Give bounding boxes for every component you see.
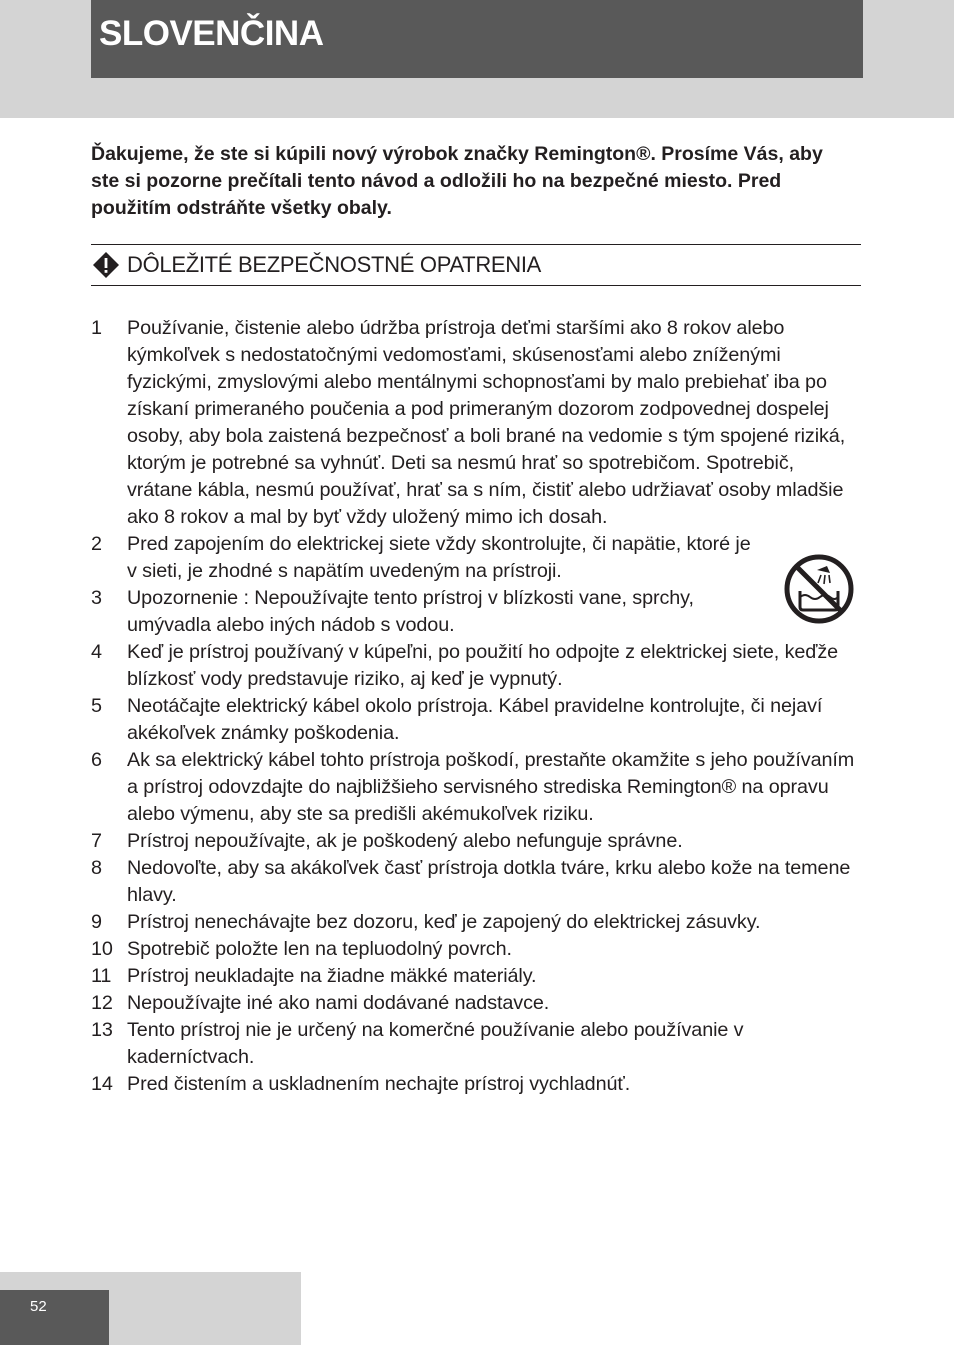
list-item bbox=[91, 1017, 861, 1071]
item-number: 7 bbox=[91, 830, 102, 852]
list-item bbox=[91, 909, 861, 936]
item-number: 10 bbox=[91, 938, 113, 960]
item-text: Spotrebič položte len na tepluodolný povrch. bbox=[127, 938, 512, 960]
item-text: Neotáčajte elektrický kábel okolo prístroja. Kábel pravidelne kontrolujte, či nejaví akékoľvek známky poškodenia. bbox=[127, 695, 823, 744]
item-text: Tento prístroj nie je určený na komerčné používanie alebo používanie v kaderníctvach. bbox=[127, 1019, 744, 1068]
section-title: DÔLEŽITÉ BEZPEČNOSTNÉ OPATRENIA bbox=[127, 252, 542, 277]
item-number: 5 bbox=[91, 695, 102, 717]
item-text: Nepoužívajte iné ako nami dodávané nadstavce. bbox=[127, 992, 550, 1014]
list-item bbox=[91, 828, 861, 855]
list-item bbox=[91, 585, 861, 639]
item-text: Prístroj neukladajte na žiadne mäkké materiály. bbox=[127, 965, 537, 987]
list-item bbox=[91, 531, 861, 585]
item-text: Keď je prístroj používaný v kúpeľni, po použití ho odpojte z elektrickej siete, keďže blízkosť vody predstavuje riziko, aj keď je vypnutý. bbox=[127, 641, 839, 690]
item-text: Prístroj nepoužívajte, ak je poškodený alebo nefunguje správne. bbox=[127, 830, 683, 852]
page-title: SLOVENČINA bbox=[91, 0, 863, 78]
list-item bbox=[91, 747, 861, 828]
section-header bbox=[91, 244, 861, 286]
item-number: 13 bbox=[91, 1019, 113, 1041]
list-item bbox=[91, 963, 861, 990]
item-number: 12 bbox=[91, 992, 113, 1014]
item-number: 14 bbox=[91, 1073, 113, 1095]
list-item bbox=[91, 639, 861, 693]
item-text: Pred čistením a uskladnením nechajte prístroj vychladnúť. bbox=[127, 1073, 631, 1095]
intro-paragraph: Ďakujeme, že ste si kúpili nový výrobok značky Remington®. Prosíme Vás, aby ste si pozorne prečítali tento návod a odložili ho na bezpečné miesto. Pred použitím odstráňte všetky obaly. bbox=[91, 143, 823, 219]
item-number: 1 bbox=[91, 317, 102, 339]
item-number: 6 bbox=[91, 749, 102, 771]
item-text: Upozornenie : Nepoužívajte tento prístroj v blízkosti vane, sprchy, umývadla alebo iných nádob s vodou. bbox=[127, 587, 694, 636]
item-text: Prístroj nenechávajte bez dozoru, keď je zapojený do elektrickej zásuvky. bbox=[127, 911, 761, 933]
safety-list bbox=[91, 315, 861, 1098]
item-text: Ak sa elektrický kábel tohto prístroja poškodí, prestaňte okamžite s jeho používaním a prístroj odovzdajte do najbližšieho servisného strediska Remington® na opravu alebo výmenu, aby ste sa predišli akémukoľvek riziku. bbox=[127, 749, 855, 825]
item-number: 2 bbox=[91, 533, 102, 555]
list-item bbox=[91, 1071, 861, 1098]
item-number: 4 bbox=[91, 641, 102, 663]
list-item bbox=[91, 315, 861, 531]
item-text: Nedovoľte, aby sa akákoľvek časť prístroja dotkla tváre, krku alebo kože na temene hlavy. bbox=[127, 857, 851, 906]
item-number: 9 bbox=[91, 911, 102, 933]
item-number: 11 bbox=[91, 965, 112, 987]
page-number: 52 bbox=[0, 1290, 109, 1345]
list-item bbox=[91, 855, 861, 909]
item-number: 3 bbox=[91, 587, 102, 609]
item-number: 8 bbox=[91, 857, 102, 879]
item-text: Pred zapojením do elektrickej siete vždy skontrolujte, či napätie, ktoré je v sieti, je zhodné s napätím uvedeným na prístroji. bbox=[127, 533, 751, 582]
warning-icon bbox=[91, 250, 121, 280]
list-item bbox=[91, 693, 861, 747]
no-bath-icon bbox=[783, 553, 855, 625]
item-text: Používanie, čistenie alebo údržba prístroja deťmi staršími ako 8 rokov alebo kýmkoľvek s nedostatočnými vedomosťami, skúsenosťami alebo zníženými fyzickými, zmyslovými alebo mentálnymi schopnosťami by malo prebiehať iba po získaní primeraného poučenia a pod primeraným dozorom zodpovednej dospelej osoby, aby bola zaistená bezpečnosť a boli brané na vedomie s tým spojené riziká, ktorým je potrebné sa vyhnúť. Deti sa nesmú hrať so spotrebičom. Spotrebič, vrátane kábla, nesmú používať, hrať sa s ním, čistiť alebo udržiavať osoby mladšie ako 8 rokov a mal by byť vždy uložený mimo ich dosah. bbox=[127, 317, 846, 528]
list-item bbox=[91, 936, 861, 963]
list-item bbox=[91, 990, 861, 1017]
